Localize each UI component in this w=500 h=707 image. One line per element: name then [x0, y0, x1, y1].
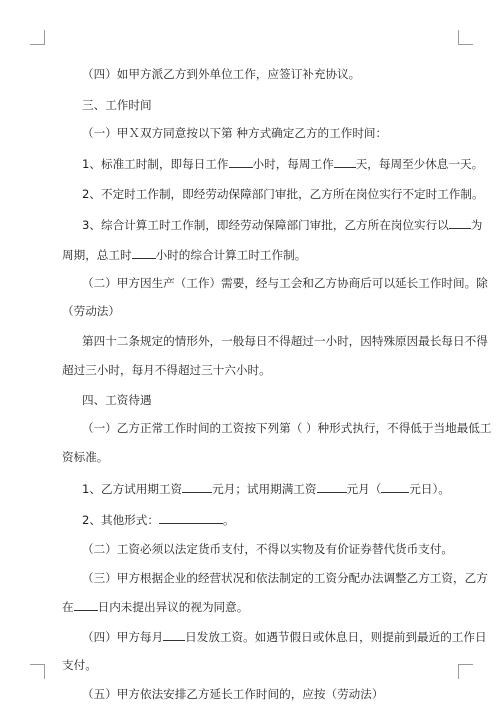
text-line-18: （三）甲方根据企业的经营状况和依法制定的工资分配办法调整乙方工资，乙方: [82, 571, 488, 585]
text-segment: 。: [222, 513, 235, 527]
text-line-13: （一）乙方正常工作时间的工资按下列第（ ）种形式执行，不得低于当地最低工: [82, 421, 492, 435]
text-line-8: （二）甲方因生产（工作）需要，经与工会和乙方协商后可以延长工作时间。除: [82, 276, 488, 290]
crop-mark-top-left: [30, 30, 45, 45]
fill-blank: [132, 246, 156, 259]
crop-mark-bottom-left: [30, 664, 45, 679]
fill-blank: [182, 480, 212, 493]
text-segment: 日发放工资。如遇节假日或休息日，则提前到最近的工作日: [185, 630, 487, 644]
text-line-15: [82, 480, 452, 497]
text-segment: 1、乙方试用期工资: [82, 482, 183, 496]
text-segment: 元月（: [346, 482, 382, 496]
text-segment: 1、标准工时制，即每日工作: [82, 157, 229, 171]
text-line-5: 2、不定时工作制，即经劳动保障部门审批，乙方所在岗位实行不定时工作制。: [82, 187, 484, 201]
text-line-19: [62, 598, 452, 615]
text-line-16: [82, 511, 452, 528]
fill-blank: [317, 480, 347, 493]
text-segment: 小时，每周工作: [252, 157, 334, 171]
text-segment: 元月；试用期满工资: [212, 482, 317, 496]
section-heading-wages: 四、工资待遇: [82, 393, 152, 407]
text-line-17: （二）工资必须以法定货币支付，不得以实物及有价证券替代货币支付。: [82, 542, 454, 556]
fill-blank: [449, 216, 471, 229]
fill-blank: [381, 480, 409, 493]
text-line-20: [82, 628, 487, 645]
text-segment: 天，每周至少休息一天。: [355, 157, 484, 171]
text-segment: 在: [62, 600, 74, 614]
text-segment: 周期，总工时: [62, 248, 132, 262]
fill-blank: [74, 598, 98, 611]
text-segment: 日内未提出异议的视为同意。: [97, 600, 249, 614]
fill-blank: [334, 155, 356, 168]
text-segment: 小时的综合计算工时工作制。: [155, 248, 307, 262]
text-segment: 元日）。: [409, 482, 450, 496]
text-segment: 为: [470, 218, 483, 232]
fill-blank: [229, 155, 253, 168]
text-line-1: （四）如甲方派乙方到外单位工作，应签订补充协议。: [82, 67, 361, 81]
crop-mark-top-right: [458, 30, 473, 45]
text-segment: 3、综合计算工时工作制，即经劳动保障部门审批，乙方所在岗位实行以: [82, 218, 449, 232]
fill-blank: [163, 628, 185, 641]
text-line-14: 资标准。: [62, 450, 109, 464]
text-line-7: [62, 246, 452, 263]
text-line-4: [82, 155, 484, 172]
text-segment: （四）甲方每月: [82, 630, 164, 644]
crop-mark-bottom-right: [458, 664, 473, 679]
text-line-10: 第四十二条规定的情形外，一般每日不得超过一小时，因特殊原因最长每日不得: [82, 334, 488, 348]
section-heading-work-time: 三、工作时间: [82, 98, 152, 112]
fill-blank: [159, 511, 223, 524]
text-segment: 2、其他形式：: [82, 513, 159, 527]
text-line-6: [82, 216, 483, 233]
text-line-9: （劳动法）: [62, 304, 120, 318]
text-line-21: 支付。: [62, 658, 97, 672]
text-line-11: 超过三小时，每月不得超过三十六小时。: [62, 363, 271, 377]
text-line-22: （五）甲方依法安排乙方延长工作时间的，应按（劳动法）: [82, 687, 384, 701]
text-line-3: （一）甲Ｘ双方同意按以下第 种方式确定乙方的工作时间：: [82, 126, 388, 140]
